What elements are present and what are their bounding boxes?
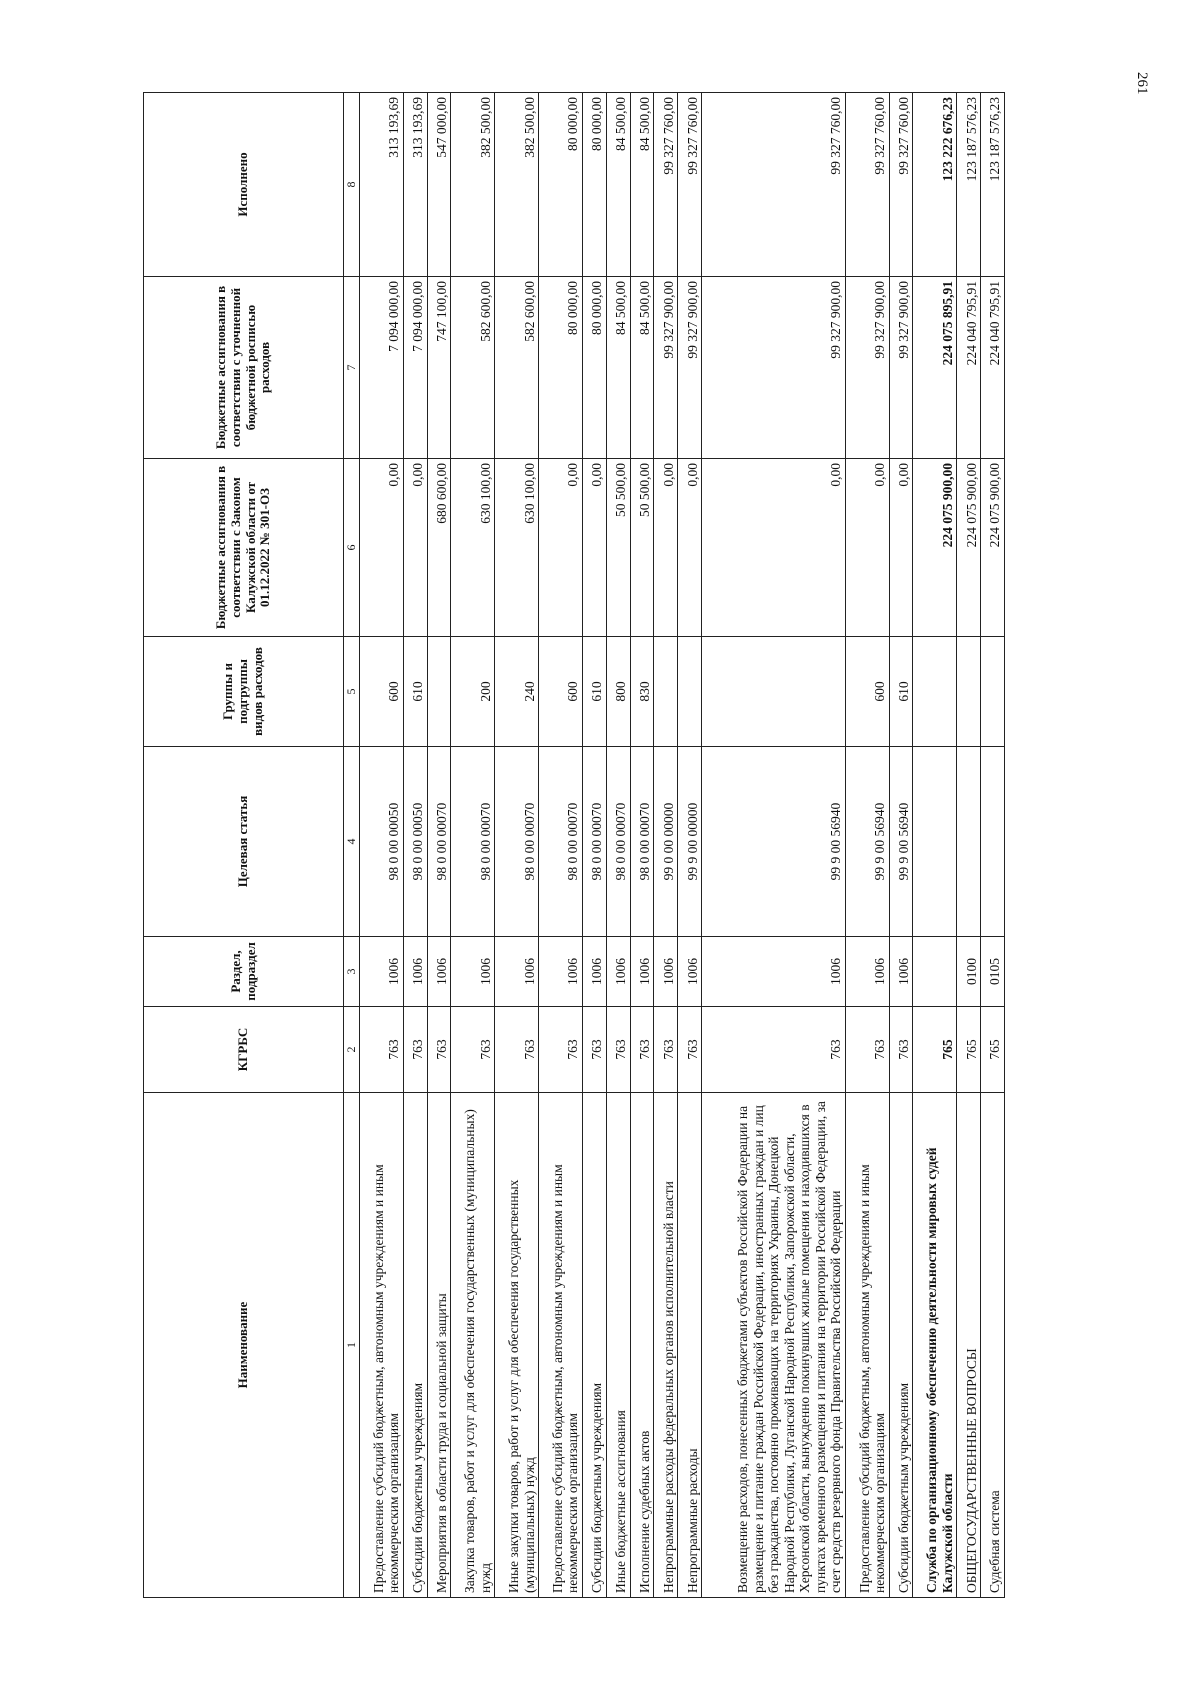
row-law-cell: 0,00 [360, 459, 404, 637]
row-budget-cell: 84 500,00 [606, 277, 630, 459]
row-budget-cell: 224 075 895,91 [913, 277, 957, 459]
row-target-cell: 98 0 00 00070 [495, 747, 539, 937]
header-executed: Исполнено [144, 93, 344, 277]
row-section-cell: 1006 [451, 937, 495, 1007]
row-budget-cell: 224 040 795,91 [981, 277, 1005, 459]
row-section-cell: 0105 [981, 937, 1005, 1007]
row-budget-cell: 80 000,00 [582, 277, 606, 459]
row-name-cell: Иные закупки товаров, работ и услуг для обеспечения государственных (муниципальных) нужд [495, 1093, 539, 1598]
row-target-cell: 98 0 00 00070 [606, 747, 630, 937]
row-name-cell: ОБЩЕГОСУДАРСТВЕННЫЕ ВОПРОСЫ [957, 1093, 981, 1598]
row-section-cell: 1006 [845, 937, 889, 1007]
row-kgrbs-cell: 763 [702, 1007, 846, 1093]
row-name-cell: Непрограммные расходы федеральных органов исполнительной власти [654, 1093, 678, 1598]
row-executed-cell: 313 193,69 [360, 93, 404, 277]
row-executed-cell: 123 187 576,23 [981, 93, 1005, 277]
row-section-cell: 1006 [630, 937, 654, 1007]
row-law-cell: 224 075 900,00 [981, 459, 1005, 637]
row-budget-cell: 99 327 900,00 [889, 277, 913, 459]
row-budget-cell: 7 094 000,00 [403, 277, 427, 459]
header-section: Раздел, подраздел [144, 937, 344, 1007]
row-kgrbs-cell: 763 [451, 1007, 495, 1093]
row-target-cell: 98 0 00 00050 [403, 747, 427, 937]
row-budget-cell: 582 600,00 [495, 277, 539, 459]
row-executed-cell: 80 000,00 [582, 93, 606, 277]
row-executed-cell: 80 000,00 [539, 93, 583, 277]
row-name-cell: Мероприятия в области труда и социальной защиты [427, 1093, 451, 1598]
column-number: 2 [344, 1007, 360, 1093]
row-target-cell [981, 747, 1005, 937]
row-name-cell: Возмещение расходов, понесенных бюджетами субъектов Российской Федерации на размещение и питание граждан Российской Федерации, иностранных граждан и лиц без гражданства, постоянно проживающих на территориях Украины, Донецкой Народной Республики, Луганской Народной Республики, Запорожской области, Херсонской области, вынужденно покинувших жилые помещения и находившихся в пунктах временного размещения и питания на территории Российской Федерации, за счет средств резервного фонда Правительства Российской Федерации [702, 1093, 846, 1598]
row-law-cell: 0,00 [582, 459, 606, 637]
row-executed-cell: 547 000,00 [427, 93, 451, 277]
row-law-cell: 50 500,00 [606, 459, 630, 637]
row-name-cell: Предоставление субсидий бюджетным, автономным учреждениям и иным некоммерческим организациям [539, 1093, 583, 1598]
row-section-cell: 1006 [403, 937, 427, 1007]
row-target-cell: 98 0 00 00050 [360, 747, 404, 937]
header-kgrbs: КГРБС [144, 1007, 344, 1093]
table-row [630, 93, 654, 1598]
row-budget-cell: 224 040 795,91 [957, 277, 981, 459]
row-budget-cell: 7 094 000,00 [360, 277, 404, 459]
row-executed-cell: 99 327 760,00 [889, 93, 913, 277]
row-law-cell: 680 600,00 [427, 459, 451, 637]
row-group-cell: 610 [889, 637, 913, 747]
table-row [360, 93, 404, 1598]
row-budget-cell: 582 600,00 [451, 277, 495, 459]
table-row [654, 93, 678, 1598]
row-group-cell [702, 637, 846, 747]
column-number: 8 [344, 93, 360, 277]
row-group-cell: 800 [606, 637, 630, 747]
row-group-cell: 610 [582, 637, 606, 747]
row-kgrbs-cell: 763 [539, 1007, 583, 1093]
row-law-cell: 630 100,00 [495, 459, 539, 637]
row-budget-cell: 99 327 900,00 [654, 277, 678, 459]
table-row [539, 93, 583, 1598]
row-law-cell: 0,00 [403, 459, 427, 637]
table-row [845, 93, 889, 1598]
table-row [957, 93, 981, 1598]
table-row [913, 93, 957, 1598]
row-kgrbs-cell: 763 [889, 1007, 913, 1093]
header-target: Целевая статья [144, 747, 344, 937]
row-target-cell [913, 747, 957, 937]
row-executed-cell: 84 500,00 [630, 93, 654, 277]
row-executed-cell: 313 193,69 [403, 93, 427, 277]
row-section-cell: 1006 [582, 937, 606, 1007]
row-law-cell: 224 075 900,00 [957, 459, 981, 637]
header-budget: Бюджетные ассигнования в соответствии с уточненной бюджетной росписью расходов [144, 277, 344, 459]
row-group-cell: 200 [451, 637, 495, 747]
table-row [451, 93, 495, 1598]
row-name-cell: Служба по организационному обеспечению деятельности мировых судей Калужской области [913, 1093, 957, 1598]
table-row [495, 93, 539, 1598]
row-law-cell: 0,00 [539, 459, 583, 637]
row-section-cell: 0100 [957, 937, 981, 1007]
row-name-cell: Исполнение судебных актов [630, 1093, 654, 1598]
column-number-row [344, 93, 360, 1598]
budget-table [143, 92, 1005, 1598]
row-group-cell: 600 [845, 637, 889, 747]
row-budget-cell: 747 100,00 [427, 277, 451, 459]
row-kgrbs-cell: 765 [913, 1007, 957, 1093]
row-kgrbs-cell: 763 [630, 1007, 654, 1093]
column-number: 1 [344, 1093, 360, 1598]
row-section-cell: 1006 [606, 937, 630, 1007]
row-group-cell [913, 637, 957, 747]
row-law-cell: 630 100,00 [451, 459, 495, 637]
row-law-cell: 0,00 [678, 459, 702, 637]
row-name-cell: Субсидии бюджетным учреждениям [889, 1093, 913, 1598]
row-target-cell: 99 9 00 56940 [702, 747, 846, 937]
row-executed-cell: 99 327 760,00 [702, 93, 846, 277]
row-kgrbs-cell: 765 [981, 1007, 1005, 1093]
row-budget-cell: 99 327 900,00 [678, 277, 702, 459]
rotated-table-wrapper [143, 93, 1005, 1598]
column-number: 5 [344, 637, 360, 747]
header-row [144, 93, 344, 1598]
column-number: 3 [344, 937, 360, 1007]
row-target-cell: 98 0 00 00070 [451, 747, 495, 937]
row-budget-cell: 80 000,00 [539, 277, 583, 459]
header-group: Группы и подгруппы видов расходов [144, 637, 344, 747]
header-law: Бюджетные ассигнования в соответствии с Законом Калужской области от 01.12.2022 № 301-ОЗ [144, 459, 344, 637]
row-executed-cell: 123 222 676,23 [913, 93, 957, 277]
row-budget-cell: 84 500,00 [630, 277, 654, 459]
row-law-cell: 224 075 900,00 [913, 459, 957, 637]
row-name-cell: Предоставление субсидий бюджетным, автономным учреждениям и иным некоммерческим организациям [845, 1093, 889, 1598]
row-name-cell: Судебная система [981, 1093, 1005, 1598]
row-kgrbs-cell: 763 [360, 1007, 404, 1093]
row-group-cell [957, 637, 981, 747]
row-executed-cell: 99 327 760,00 [678, 93, 702, 277]
table-row [981, 93, 1005, 1598]
header-name: Наименование [144, 1093, 344, 1598]
row-target-cell: 98 0 00 00070 [427, 747, 451, 937]
row-name-cell: Иные бюджетные ассигнования [606, 1093, 630, 1598]
table-row [427, 93, 451, 1598]
row-group-cell [981, 637, 1005, 747]
table-row [702, 93, 846, 1598]
row-name-cell: Субсидии бюджетным учреждениям [403, 1093, 427, 1598]
row-section-cell: 1006 [654, 937, 678, 1007]
row-kgrbs-cell: 763 [427, 1007, 451, 1093]
row-executed-cell: 382 500,00 [495, 93, 539, 277]
row-kgrbs-cell: 763 [678, 1007, 702, 1093]
row-name-cell: Непрограммные расходы [678, 1093, 702, 1598]
row-group-cell: 830 [630, 637, 654, 747]
row-group-cell: 600 [539, 637, 583, 747]
column-number: 6 [344, 459, 360, 637]
row-target-cell: 98 0 00 00070 [582, 747, 606, 937]
row-kgrbs-cell: 763 [403, 1007, 427, 1093]
row-target-cell: 98 0 00 00070 [539, 747, 583, 937]
row-group-cell: 600 [360, 637, 404, 747]
row-group-cell [427, 637, 451, 747]
column-number: 4 [344, 747, 360, 937]
row-section-cell: 1006 [360, 937, 404, 1007]
row-name-cell: Закупка товаров, работ и услуг для обеспечения государственных (муниципальных) нужд [451, 1093, 495, 1598]
row-target-cell: 99 9 00 00000 [678, 747, 702, 937]
row-law-cell: 0,00 [889, 459, 913, 637]
table-row [889, 93, 913, 1598]
row-group-cell: 240 [495, 637, 539, 747]
row-law-cell: 0,00 [654, 459, 678, 637]
row-budget-cell: 99 327 900,00 [702, 277, 846, 459]
row-target-cell [957, 747, 981, 937]
row-law-cell: 50 500,00 [630, 459, 654, 637]
row-kgrbs-cell: 763 [654, 1007, 678, 1093]
table-body [360, 93, 1005, 1598]
table-row [403, 93, 427, 1598]
row-group-cell [654, 637, 678, 747]
row-group-cell [678, 637, 702, 747]
table-row [678, 93, 702, 1598]
row-section-cell: 1006 [427, 937, 451, 1007]
page-number: 261 [1134, 72, 1150, 95]
row-section-cell: 1006 [889, 937, 913, 1007]
row-name-cell: Субсидии бюджетным учреждениям [582, 1093, 606, 1598]
row-kgrbs-cell: 765 [957, 1007, 981, 1093]
row-kgrbs-cell: 763 [606, 1007, 630, 1093]
row-executed-cell: 84 500,00 [606, 93, 630, 277]
table-row [606, 93, 630, 1598]
row-kgrbs-cell: 763 [845, 1007, 889, 1093]
row-law-cell: 0,00 [702, 459, 846, 637]
row-law-cell: 0,00 [845, 459, 889, 637]
row-section-cell: 1006 [702, 937, 846, 1007]
row-group-cell: 610 [403, 637, 427, 747]
row-section-cell: 1006 [495, 937, 539, 1007]
row-section-cell: 1006 [678, 937, 702, 1007]
row-kgrbs-cell: 763 [495, 1007, 539, 1093]
row-target-cell: 99 9 00 56940 [889, 747, 913, 937]
table-row [582, 93, 606, 1598]
row-executed-cell: 99 327 760,00 [845, 93, 889, 277]
row-target-cell: 98 0 00 00070 [630, 747, 654, 937]
row-target-cell: 99 0 00 00000 [654, 747, 678, 937]
row-kgrbs-cell: 763 [582, 1007, 606, 1093]
row-executed-cell: 123 187 576,23 [957, 93, 981, 277]
row-target-cell: 99 9 00 56940 [845, 747, 889, 937]
row-executed-cell: 382 500,00 [451, 93, 495, 277]
row-name-cell: Предоставление субсидий бюджетным, автономным учреждениям и иным некоммерческим организациям [360, 1093, 404, 1598]
row-budget-cell: 99 327 900,00 [845, 277, 889, 459]
column-number: 7 [344, 277, 360, 459]
row-section-cell: 1006 [539, 937, 583, 1007]
row-executed-cell: 99 327 760,00 [654, 93, 678, 277]
row-section-cell [913, 937, 957, 1007]
